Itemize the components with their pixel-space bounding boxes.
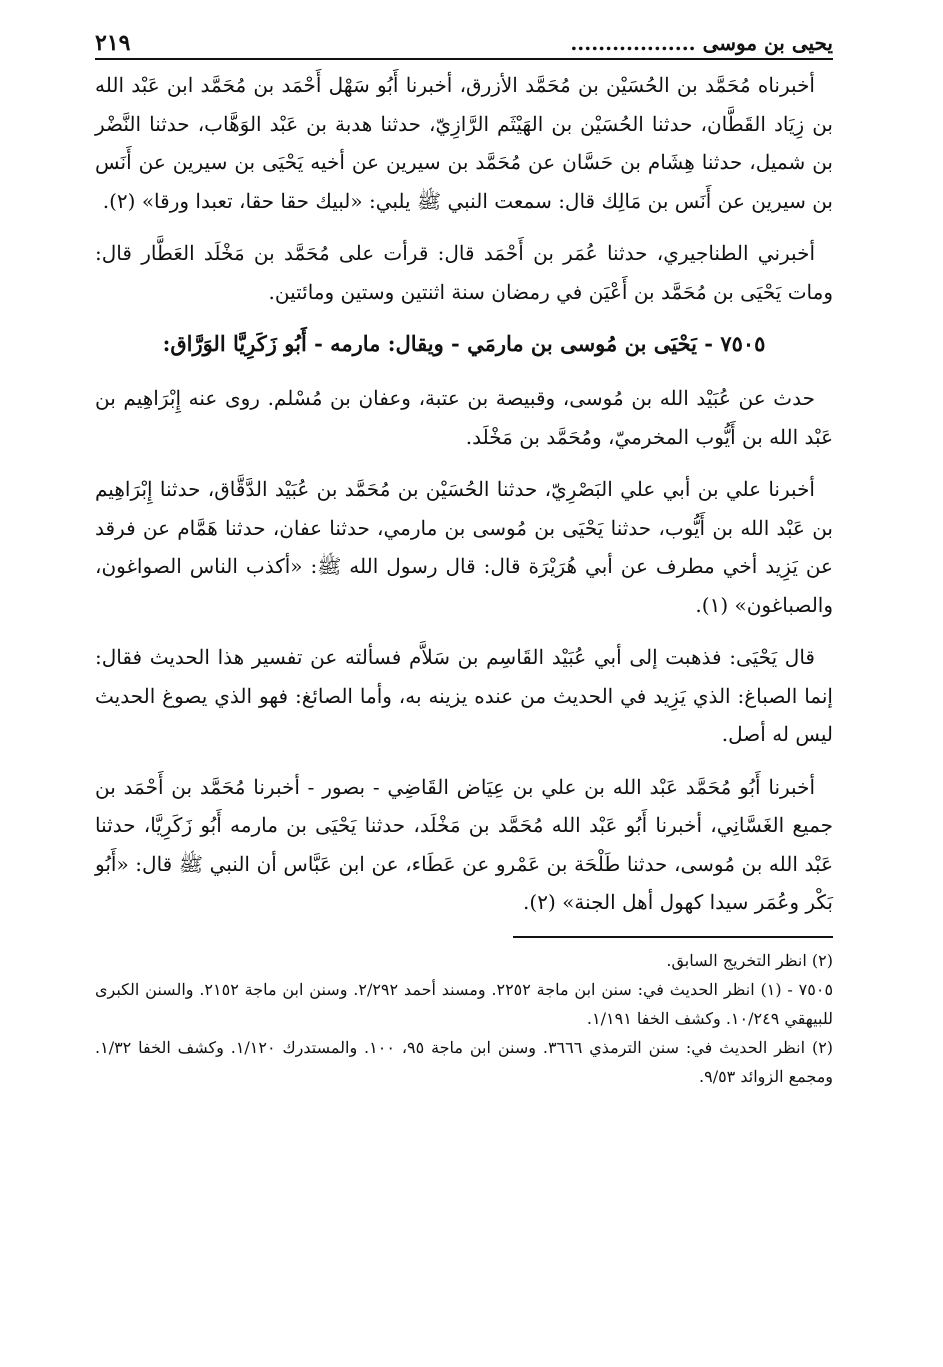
main-text — [95, 66, 833, 922]
book-page — [95, 30, 833, 1091]
footnote-divider — [513, 936, 833, 938]
footnote: ٧٥٠٥ - (١) انظر الحديث في: سنن ابن ماجة ٢٢٥٢. ومسند أحمد ٢/٢٩٢. وسنن ابن ماجة ٢١٥٢. والسنن الكبرى للبيهقي ١٠/٢٤٩. وكشف الخفا ١/١٩١. — [95, 979, 834, 1028]
footnote: (٢) انظر التخريج السابق. — [666, 950, 833, 970]
running-title-text: يحيى بن موسى — [702, 31, 833, 55]
page-number: ٢١٩ — [95, 30, 131, 56]
paragraph: أخبرنا أَبُو مُحَمَّد عَبْد الله بن علي بن عِيَاض القَاضِي - بصور - أخبرنا مُحَمَّد بن أَحْمَد بن جميع الغَسَّانِي، أخبرنا أَبُو عَبْد الله مُحَمَّد بن مَخْلَد، حدثنا يَحْيَى بن مارمه أَبُو زَكَرِيَّا، حدثنا عَبْد الله بن مُوسى، حدثنا طَلْحَة بن عَمْرو عن عَطَاء، عن ابن عَبَّاس أن النبي ﷺ قال: «أَبُو بَكْر وعُمَر سيدا كهول أهل الجنة» (٢). — [95, 774, 833, 914]
paragraph: أخبرناه مُحَمَّد بن الحُسَيْن بن مُحَمَّد الأزرق، أخبرنا أَبُو سَهْل أَحْمَد بن مُحَمَّد ابن عَبْد الله بن زِيَاد القَطَّان، حدثنا الحُسَيْن بن الهَيْثَم الرَّازِيّ، حدثنا هدبة بن عَبْد الوَهَّاب، حدثنا النَّضْر بن شميل، حدثنا هِشَام بن حَسَّان عن مُحَمَّد بن سيرين عن أخيه يَحْيَى بن سيرين عن أَنَس بن سيرين عن أَنَس بن مَالِك قال: سمعت النبي ﷺ يلبي: «لبيك حقا حقا، تعبدا ورقا» (٢). — [95, 73, 833, 213]
page-header — [95, 30, 833, 60]
entry-heading: ٧٥٠٥ - يَحْيَى بن مُوسى بن مارمَي - ويقال: مارمه - أَبُو زَكَرِيَّا الوَرَّاق: — [162, 331, 766, 356]
leader-dots: .................. — [570, 31, 696, 55]
running-title — [570, 31, 833, 55]
footnotes — [95, 946, 833, 1091]
paragraph: حدث عن عُبَيْد الله بن مُوسى، وقبيصة بن عتبة، وعفان بن مُسْلم. روى عنه إِبْرَاهِيم بن عَبْد الله بن أَيُّوب المخرميّ، ومُحَمَّد بن مَخْلَد. — [95, 386, 833, 449]
paragraph: أخبرني الطناجيري، حدثنا عُمَر بن أَحْمَد قال: قرأت على مُحَمَّد بن مَخْلَد العَطَّار قال: ومات يَحْيَى بن مُحَمَّد بن أَعْيَن في رمضان سنة اثنتين وستين ومائتين. — [95, 241, 833, 304]
footnote: (٢) انظر الحديث في: سنن الترمذي ٣٦٦٦. وسنن ابن ماجة ٩٥، ١٠٠. والمستدرك ١/١٢٠. وكشف الخفا ١/٣٢. ومجمع الزوائد ٩/٥٣. — [95, 1037, 834, 1086]
paragraph: قال يَحْيَى: فذهبت إلى أبي عُبَيْد القَاسِم بن سَلاَّم فسألته عن تفسير هذا الحديث فقال: إنما الصباغ: الذي يَزِيد في الحديث من عنده يزينه به، وأما الصائغ: فهو الذي يصوغ الحديث ليس له أصل. — [95, 645, 833, 746]
paragraph: أخبرنا علي بن أبي علي البَصْرِيّ، حدثنا الحُسَيْن بن مُحَمَّد بن عُبَيْد الدَّقَّاق، حدثنا إِبْرَاهِيم بن عَبْد الله بن أَيُّوب، حدثنا يَحْيَى بن مُوسى بن مارمي، حدثنا عفان، حدثنا هَمَّام عن فرقد عن يَزِيد أخي مطرف عن أبي هُرَيْرَة قال: قال رسول الله ﷺ: «أكذب الناس الصواغون، والصباغون» (١). — [95, 477, 833, 617]
